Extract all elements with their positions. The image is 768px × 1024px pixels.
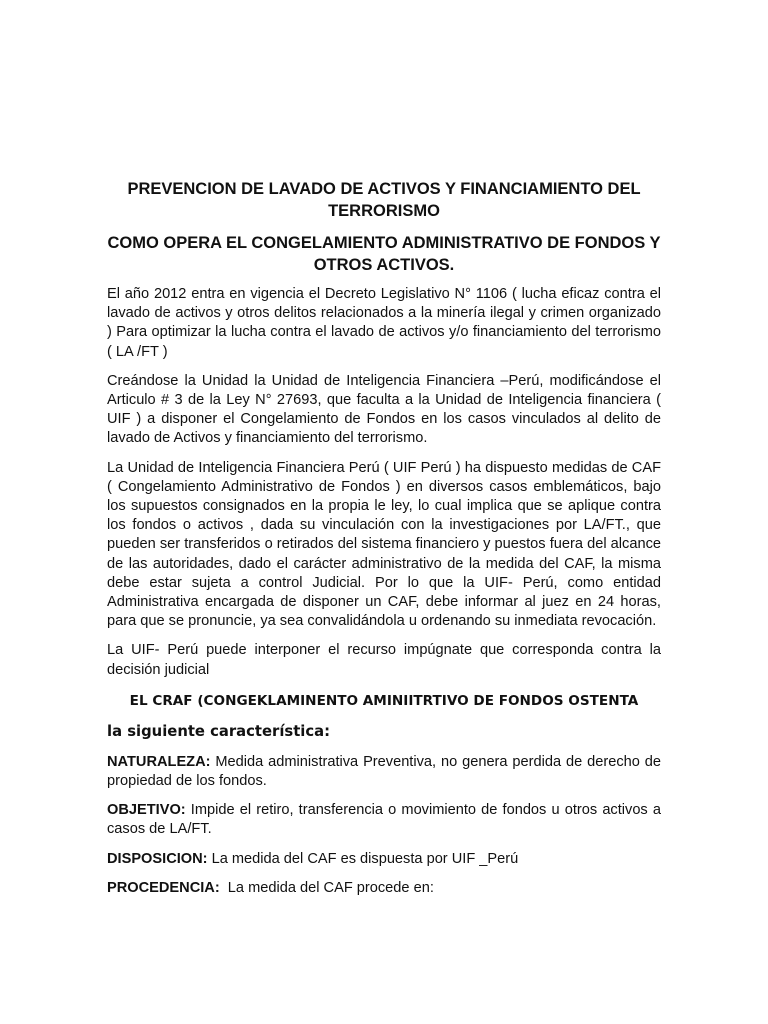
paragraph-uif-creation: Creándose la Unidad la Unidad de Inteligencia Financiera –Perú, modificándose el Articulo # 3 de la Ley N° 27693, que faculta a la Unidad de Inteligencia financiera ( UIF ) a disponer el Congelamiento de Fondos en los casos vinculados al delito de lavado de Activos y financiamiento del terrorismo. xyxy=(107,372,661,447)
item-procedencia xyxy=(107,879,661,898)
item-label: NATURALEZA: xyxy=(107,753,211,770)
section-subheading: la siguiente característica: xyxy=(107,722,331,740)
item-text: La medida del CAF procede en: xyxy=(219,879,434,896)
item-text: La medida del CAF es dispuesta por UIF _Perú xyxy=(207,850,519,867)
item-label: OBJETIVO: xyxy=(107,802,186,819)
item-text: Impide el retiro, transferencia o movimiento de fondos u otros activos a casos de LA/FT. xyxy=(107,802,661,838)
document-subtitle: COMO OPERA EL CONGELAMIENTO ADMINISTRATIVO DE FONDOS Y OTROS ACTIVOS. xyxy=(107,234,661,274)
item-label: DISPOSICION: xyxy=(107,850,208,867)
section-heading: EL CRAF (CONGEKLAMINENTO AMINIITRTIVO DE FONDOS OSTENTA xyxy=(129,692,639,709)
document-title: PREVENCION DE LAVADO DE ACTIVOS Y FINANCIAMIENTO DEL TERRORISMO xyxy=(127,180,641,220)
item-label: PROCEDENCIA: xyxy=(107,879,220,896)
item-disposicion xyxy=(107,850,661,869)
paragraph-caf-measures: La Unidad de Inteligencia Financiera Perú ( UIF Perú ) ha dispuesto medidas de CAF ( Congelamiento Administrativo de Fondos ) en diversos casos emblemáticos, bajo los supuestos consignados en la propia le ley, lo cual implica que se aplique contra los fondos o activos , dada su vinculación con la investigaciones por LA/FT., que pueden ser transferidos o retirados del sistema financiero y puestos fuera del alcance de las autoridades, dado el carácter administrativo de la medida del CAF, la misma debe estar sujeta a control Judicial. Por lo que la UIF- Perú, como entidad Administrativa encargada de disponer un CAF, debe informar al juez en 24 horas, para que se pronuncie, ya sea convalidándola u ordenando su inmediata revocación. xyxy=(107,459,661,630)
paragraph-decreto: El año 2012 entra en vigencia el Decreto Legislativo N° 1106 ( lucha eficaz contra el lavado de activos y otros delitos relacionados a la minería ilegal y crimen organizado ) Para optimizar la lucha contra el lavado de activos y/o financiamiento del terrorismo ( LA /FT ) xyxy=(107,286,661,360)
item-text: Medida administrativa Preventiva, no genera perdida de derecho de propiedad de los fondos. xyxy=(107,753,661,790)
paragraph-recurso: La UIF- Perú puede interponer el recurso impúgnate que corresponda contra la decisión judicial xyxy=(107,642,661,678)
item-naturaleza xyxy=(107,753,661,791)
item-objetivo xyxy=(107,801,661,839)
document-page xyxy=(107,178,661,898)
